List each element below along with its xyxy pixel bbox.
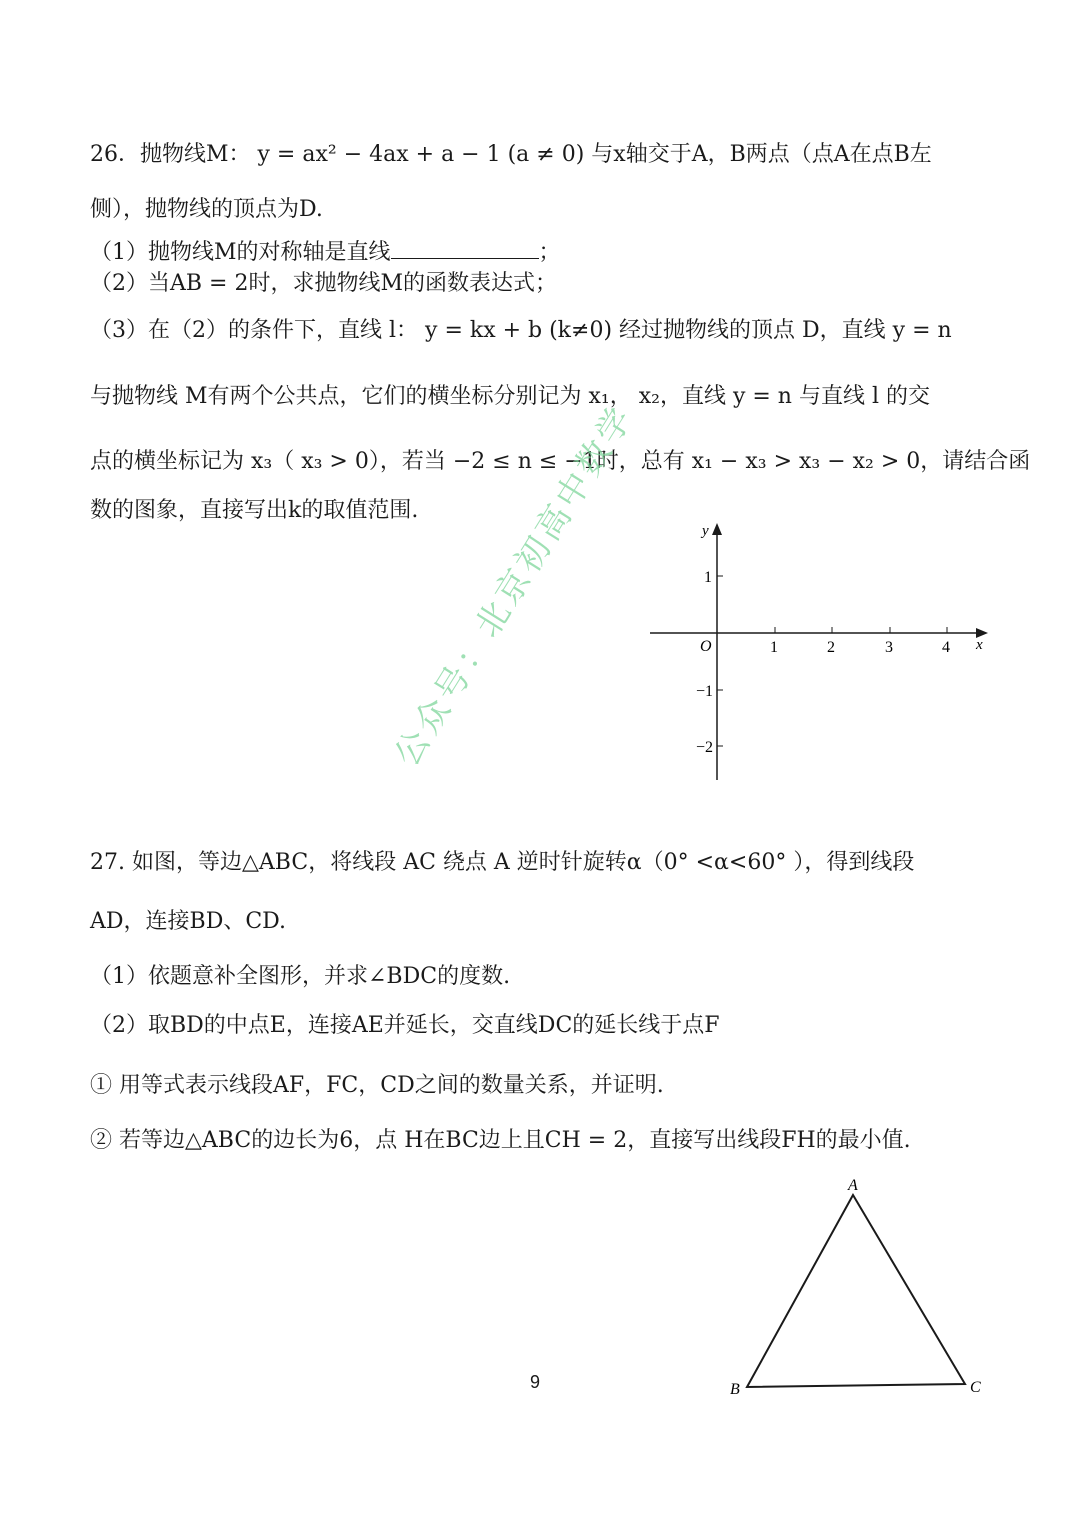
x-axis-label: x	[976, 637, 983, 653]
coordinate-axes	[640, 515, 1000, 790]
y-axis-label: y	[702, 523, 709, 539]
triangle-abc	[747, 1195, 965, 1387]
q27-line-2: AD，连接BD、CD.	[90, 909, 287, 934]
page-number: 9	[530, 1372, 541, 1392]
y-tick-label: −1	[696, 683, 714, 700]
vertex-label-a: A	[848, 1177, 858, 1194]
x-tick-label: 4	[942, 639, 950, 656]
q26-part-1-text: （1）抛物线M的对称轴是直线	[90, 240, 391, 265]
q26-part-3-line-2: 与抛物线 M有两个公共点，它们的横坐标分别记为 x₁， x₂，直线 y = n 与直线 l 的交	[90, 384, 930, 409]
answer-blank	[391, 236, 539, 259]
q26-line-2: 侧），抛物线的顶点为D.	[90, 197, 323, 222]
watermark: 公众号：北京初高中数学	[386, 397, 643, 774]
vertex-label-c: C	[970, 1379, 981, 1396]
x-tick-label: 1	[770, 639, 778, 656]
q27-condition-2: ② 若等边△ABC的边长为6，点 H在BC边上且CH = 2，直接写出线段FH的最小值.	[90, 1128, 911, 1153]
x-tick-label: 2	[827, 639, 835, 656]
x-tick-label: 3	[885, 639, 893, 656]
q26-line-1: 26．抛物线M： y = ax² − 4ax + a − 1 (a ≠ 0) 与x轴交于A，B两点（点A在点B左	[90, 142, 932, 167]
q26-part-2: （2）当AB = 2时，求抛物线M的函数表达式；	[90, 271, 557, 296]
y-tick-label: −2	[696, 739, 714, 756]
q27-part-1: （1）依题意补全图形，并求∠BDC的度数.	[90, 964, 511, 989]
q26-part-3-line-3: 点的横坐标记为 x₃（ x₃ > 0），若当 −2 ≤ n ≤ −1时，总有 x₁ − x₃ > x₃ − x₂ > 0，请结合函	[90, 449, 1031, 474]
q27-condition-1: ① 用等式表示线段AF，FC，CD之间的数量关系，并证明.	[90, 1073, 664, 1098]
q26-part-1	[90, 236, 561, 268]
origin-label: O	[700, 638, 712, 655]
q27-part-2: （2）取BD的中点E，连接AE并延长，交直线DC的延长线于点F	[90, 1013, 720, 1038]
q27-line-1: 27. 如图，等边△ABC，将线段 AC 绕点 A 逆时针旋转α（0° <α<60° ），得到线段	[90, 850, 915, 875]
q26-part-3-line-4: 数的图象，直接写出k的取值范围.	[90, 498, 419, 523]
y-axis-arrow	[712, 523, 722, 535]
q26-part-1-end: ；	[538, 240, 561, 265]
vertex-label-b: B	[730, 1381, 740, 1398]
q26-part-3-line-1: （3）在（2）的条件下，直线 l： y = kx + b (k≠0) 经过抛物线的顶点 D，直线 y = n	[90, 318, 952, 343]
y-tick-label: 1	[704, 569, 712, 586]
triangle-figure	[720, 1170, 1000, 1400]
